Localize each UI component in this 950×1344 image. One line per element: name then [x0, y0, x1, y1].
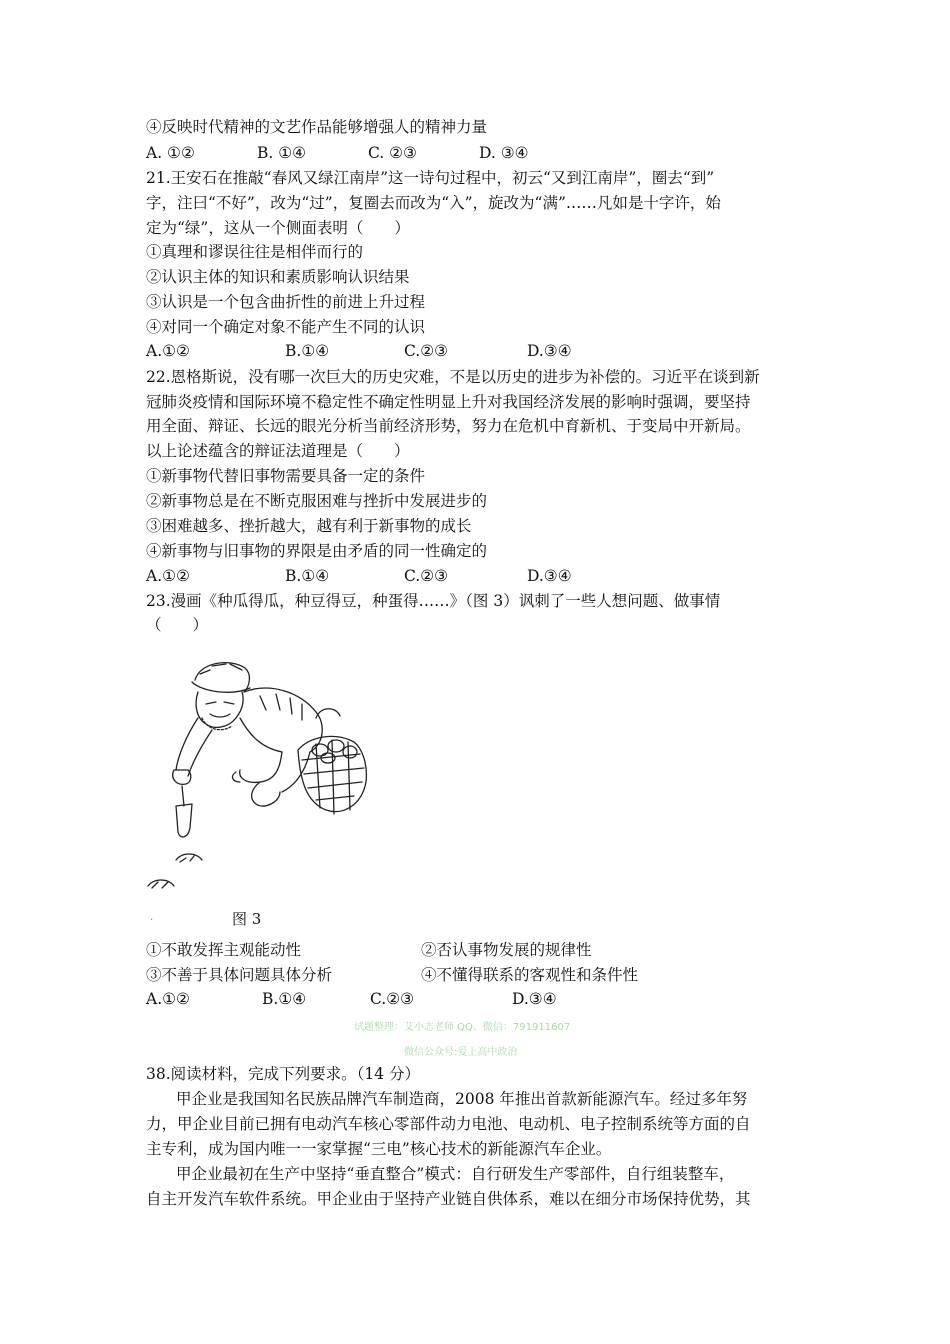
q21-stem-line: 字，注曰“不好”，改为“过”，复圈去而改为“入”，旋改为“满”……凡如是十字许，始 [146, 194, 721, 212]
option-a: A. ①② [146, 144, 195, 162]
soil-mound [148, 880, 174, 886]
q22-option-b: B.①④ [285, 567, 330, 585]
watermark-line: 试题整理：艾小志老师 QQ、微信：791911607 [354, 1022, 571, 1033]
trowel-shape [176, 804, 192, 837]
q22-item: ④新事物与旧事物的界限是由矛盾的同一性确定的 [146, 542, 488, 560]
q23-option-c: C.②③ [370, 990, 415, 1008]
q38-title: 38.阅读材料，完成下列要求。（14 分） [146, 1065, 421, 1083]
q21-item: ③认识是一个包含曲折性的前进上升过程 [146, 293, 426, 311]
q38-paragraph-line: 力，甲企业目前已拥有电动汽车核心零部件动力电池、电动机、电子控制系统等方面的自 [146, 1115, 751, 1133]
q38-paragraph-line: 甲企业最初在生产中坚持“垂直整合”模式：自行研发生产零部件，自行组装整车， [176, 1165, 735, 1183]
q23-item: ①不敢发挥主观能动性 [146, 941, 302, 959]
body-shape [244, 688, 322, 752]
hat-shape [195, 663, 249, 692]
q22-option-d: D.③④ [527, 567, 572, 585]
q38-paragraph-line: 自主开发汽车软件系统。甲企业由于坚持产业链自供体系，难以在细分市场保持优势，其 [146, 1190, 751, 1208]
q23-stem-line: 23.漫画《种瓜得瓜，种豆得豆，种蛋得……》（图 3）讽刺了一些人想问题、做事情 [146, 592, 721, 610]
q22-item: ②新事物总是在不断克服困难与挫折中发展进步的 [146, 492, 488, 510]
figure-caption: 图 3 [232, 910, 262, 928]
soil-mound [176, 854, 202, 860]
q21-option-c: C.②③ [404, 342, 449, 360]
q23-option-d: D.③④ [512, 990, 557, 1008]
statement-4: ④反映时代精神的文艺作品能够增强人的精神力量 [146, 118, 488, 136]
option-b: B. ①④ [257, 144, 307, 162]
watermark-line: 微信公众号:爱上高中政治 [404, 1047, 518, 1058]
q22-option-a: A.①② [146, 567, 190, 585]
egg [328, 740, 344, 752]
egg [312, 744, 328, 756]
option-d: D. ③④ [479, 144, 529, 162]
q22-item: ①新事物代替旧事物需要具备一定的条件 [146, 467, 426, 485]
q21-option-b: B.①④ [285, 342, 330, 360]
q23-option-b: B.①④ [262, 990, 307, 1008]
q21-stem-line: 定为“绿”，这从一个侧面表明（ ） [146, 219, 410, 237]
q22-stem-line: 以上论述蕴含的辩证法道理是（ ） [146, 442, 410, 460]
q23-item: ②否认事物发展的规律性 [421, 941, 592, 959]
q38-paragraph-line: 甲企业是我国知名民族品牌汽车制造商，2008 年推出首款新能源汽车。经过多年努 [176, 1090, 748, 1108]
q21-stem-line: 21.王安石在推敲“春风又绿江南岸”这一诗句过程中，初云“又到江南岸”，圈去“到” [146, 169, 715, 187]
option-c: C. ②③ [368, 144, 417, 162]
q22-stem-line: 用全面、辩证、长远的眼光分析当前经济形势，努力在危机中育新机、于变局中开新局。 [146, 417, 751, 435]
q21-item: ②认识主体的知识和素质影响认识结果 [146, 268, 410, 286]
q23-option-a: A.①② [146, 990, 190, 1008]
q21-option-a: A.①② [146, 342, 190, 360]
q21-item: ①真理和谬误往往是相伴而行的 [146, 243, 364, 261]
face-shape [196, 692, 243, 727]
caption-dot: . [150, 912, 154, 923]
q22-stem-line: 冠肺炎疫情和国际环境不稳定性不确定性明显上升对我国经济发展的影响时强调，要坚持 [146, 393, 751, 411]
q23-item: ④不懂得联系的客观性和条件性 [421, 966, 639, 984]
q23-stem-line: （ ） [146, 616, 209, 634]
q22-item: ③困难越多、挫折越大，越有利于新事物的成长 [146, 517, 472, 535]
arm-shape [176, 718, 198, 770]
q21-item: ④对同一个确定对象不能产生不同的认识 [146, 318, 426, 336]
egg [343, 746, 357, 758]
cartoon-figure [140, 652, 380, 902]
q21-option-d: D.③④ [527, 342, 572, 360]
q22-stem-line: 22.恩格斯说，没有哪一次巨大的历史灾难，不是以历史的进步为补偿的。习近平在谈到新 [146, 368, 760, 386]
q22-option-c: C.②③ [404, 567, 449, 585]
q23-item: ③不善于具体问题具体分析 [146, 966, 333, 984]
q38-paragraph-line: 主专利，成为国内唯一一家掌握“三电”核心技术的新能源汽车企业。 [146, 1140, 612, 1158]
